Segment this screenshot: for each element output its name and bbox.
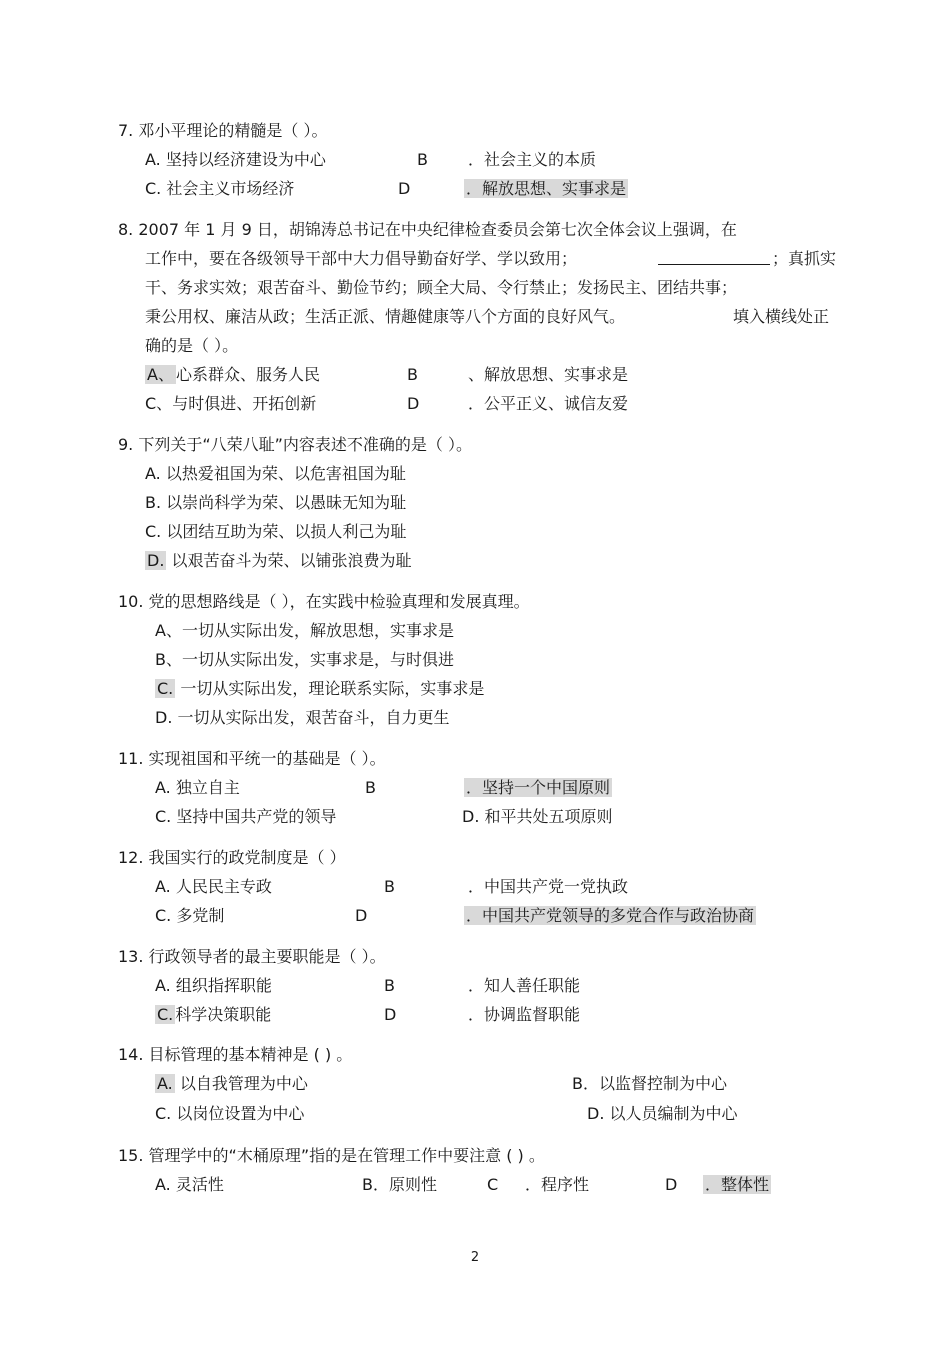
question-14-stem: 14. 目标管理的基本精神是 ( ) 。 [118, 1045, 353, 1064]
question-8-stem-line-4: 秉公用权、廉洁从政；生活正派、情趣健康等八个方面的良好风气。 [145, 307, 626, 326]
fill-in-blank [658, 248, 770, 270]
option-b-letter: B [365, 778, 376, 797]
option-c: C. 坚持中国共产党的领导 [155, 807, 337, 826]
question-8-stem-line-3: 干、务求实效；艰苦奋斗、勤俭节约；顾全大局、令行禁止；发扬民主、团结共事； [145, 278, 738, 297]
option-c: C. 社会主义市场经济 [145, 179, 295, 198]
option-d-text-highlighted: ．中国共产党领导的多党合作与政治协商 [466, 906, 755, 925]
option-b-text: ．中国共产党一党执政 [468, 877, 629, 896]
option-c: C. 以团结互助为荣、以损人利己为耻 [145, 522, 407, 541]
option-d-highlighted: D. 以艰苦奋斗为荣、以铺张浪费为耻 [147, 551, 412, 570]
option-b-letter: B [384, 877, 395, 896]
option-b-letter: B [407, 365, 418, 384]
option-a: A. 以热爱祖国为荣、以危害祖国为耻 [145, 464, 406, 483]
option-b-text-highlighted: ．坚持一个中国原则 [466, 778, 611, 797]
question-11-stem: 11. 实现祖国和平统一的基础是（ ）。 [118, 749, 386, 768]
option-b-text: ．社会主义的本质 [468, 150, 597, 169]
option-d: D. 一切从实际出发，艰苦奋斗，自力更生 [155, 708, 450, 727]
option-a: A. 人民民主专政 [155, 877, 272, 896]
option-b: B、一切从实际出发，实事求是，与时俱进 [155, 650, 454, 669]
option-d-letter: D [665, 1175, 678, 1194]
option-b: B．以监督控制为中心 [572, 1074, 727, 1093]
question-8-stem-line-2: 工作中，要在各级领导干部中大力倡导勤奋好学、学以致用； [145, 249, 578, 268]
option-a-highlighted: A. 以自我管理为中心 [157, 1074, 308, 1093]
question-9-stem: 9. 下列关于“八荣八耻”内容表述不准确的是（ ）。 [118, 435, 473, 454]
option-a-highlighted: A、 心系群众、服务人民 [147, 365, 320, 384]
option-d: D. 以人员编制为中心 [587, 1104, 738, 1123]
option-c-letter: C [487, 1175, 499, 1194]
question-15-stem: 15. 管理学中的“木桶原理”指的是在管理工作中要注意 ( ) 。 [118, 1146, 545, 1165]
option-b-letter: B [384, 976, 395, 995]
option-a: A. 独立自主 [155, 778, 240, 797]
option-d-letter: D [384, 1005, 397, 1024]
option-a: A. 组织指挥职能 [155, 976, 272, 995]
option-c: C. 多党制 [155, 906, 225, 925]
question-8-stem-line-2-end: ；真抓实 [772, 249, 837, 268]
option-d-text-highlighted: ．解放思想、实事求是 [466, 179, 627, 198]
question-12-stem: 12. 我国实行的政党制度是（ ） [118, 848, 346, 867]
page-number: 2 [470, 1250, 480, 1265]
question-7-stem: 7. 邓小平理论的精髓是（ ）。 [118, 121, 328, 140]
option-d-text: ．公平正义、诚信友爱 [468, 394, 629, 413]
option-d-text-highlighted: ．整体性 [705, 1175, 770, 1194]
option-b: B. 以崇尚科学为荣、以愚昧无知为耻 [145, 493, 407, 512]
option-a: A、一切从实际出发，解放思想，实事求是 [155, 621, 454, 640]
option-d-letter: D [355, 906, 368, 925]
option-a: A. 灵活性 [155, 1175, 224, 1194]
option-b-text: 、解放思想、实事求是 [468, 365, 629, 384]
option-d-letter: D [407, 394, 420, 413]
option-c-highlighted: C. 一切从实际出发，理论联系实际，实事求是 [157, 679, 485, 698]
option-d-letter: D [398, 179, 411, 198]
option-d-text: ．协调监督职能 [468, 1005, 581, 1024]
question-10-stem: 10. 党的思想路线是（ ），在实践中检验真理和发展真理。 [118, 592, 530, 611]
option-c-text: ．程序性 [525, 1175, 590, 1194]
option-d: D. 和平共处五项原则 [462, 807, 613, 826]
option-c: C. 以岗位设置为中心 [155, 1104, 305, 1123]
question-8-stem-line-4-end: 填入横线处正 [733, 307, 830, 326]
option-a: A. 坚持以经济建设为中心 [145, 150, 326, 169]
option-b: B．原则性 [362, 1175, 437, 1194]
option-c: C、与时俱进、开拓创新 [145, 394, 317, 413]
option-b-letter: B [417, 150, 428, 169]
question-8-stem-line-5: 确的是（ ）。 [145, 336, 239, 355]
question-13-stem: 13. 行政领导者的最主要职能是（ ）。 [118, 947, 386, 966]
option-c-highlighted: C. 科学决策职能 [157, 1005, 272, 1024]
question-8-stem-line-1: 8. 2007 年 1 月 9 日，胡锦涛总书记在中央纪律检查委员会第七次全体会议上强调，在 [118, 220, 737, 239]
option-b-text: ．知人善任职能 [468, 976, 581, 995]
